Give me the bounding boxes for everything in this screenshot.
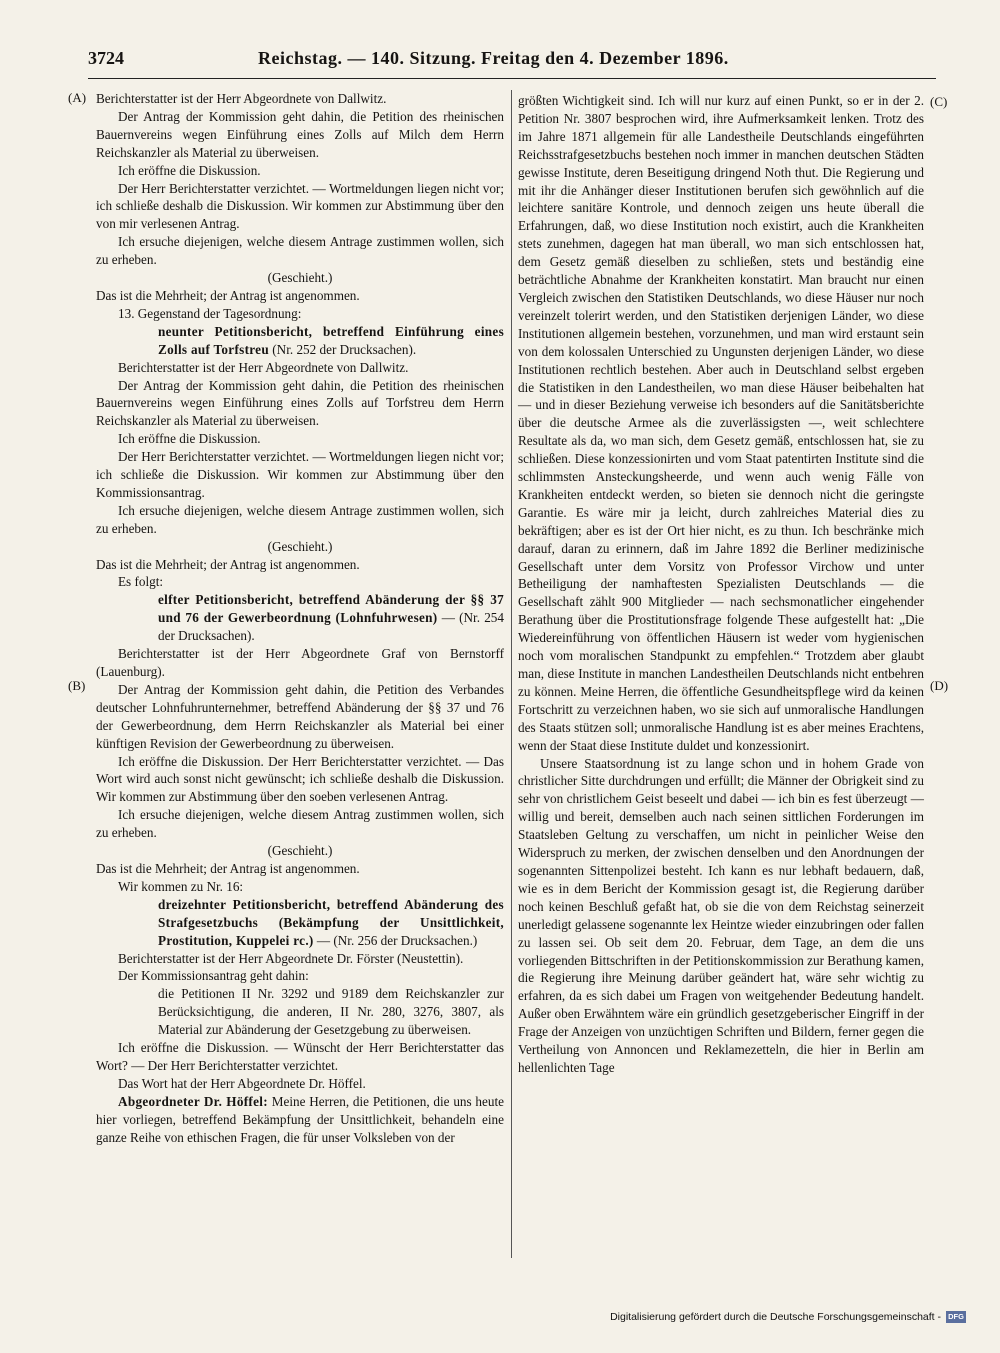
paragraph-text: Der Kommissionsantrag geht dahin: [118, 968, 309, 984]
left-paragraph [96, 162, 504, 180]
paragraph-text: Das ist die Mehrheit; der Antrag ist angenommen. [96, 860, 360, 876]
left-paragraph [96, 753, 504, 807]
left-paragraph [96, 180, 504, 234]
dfg-logo: DFG [946, 1311, 966, 1323]
left-paragraph [96, 950, 504, 968]
paragraph-text: Berichterstatter ist der Herr Abgeordnete von Dallwitz. [96, 91, 387, 106]
header-rule [88, 78, 936, 79]
left-paragraph [96, 377, 504, 431]
bold-heading: elfter Petitionsbericht, betreffend Abänderung der §§ 37 und 76 der Gewerbeordnung (Lohnfuhrwesen) [158, 592, 504, 626]
paragraph-text: Ich eröffne die Diskussion. [118, 431, 261, 447]
right-column [518, 92, 924, 1077]
paragraph-text: — (Nr. 256 der Drucksachen.) [313, 932, 478, 948]
paragraph-text: Ich ersuche diejenigen, welche diesem Antrage zustimmen wollen, sich zu erheben. [96, 502, 504, 536]
left-paragraph [96, 359, 504, 377]
left-paragraph [96, 1075, 504, 1093]
margin-marker-d: (D) [930, 678, 949, 693]
left-paragraph [96, 878, 504, 896]
page-number: 3724 [88, 48, 124, 68]
left-paragraph [96, 806, 504, 842]
paragraph-text: Unsere Staatsordnung ist zu lange schon und in hohem Grade von christlicher Sitte durchdrungen und erfüllt; die Männer der Obrigkeit sind zu sehr von christlichem Geist beseelt und dabei — ich bin es fest überzeugt — willig und bereit, demselben auch nach seinen sittlichen Forderungen im Staatsleben Geltung zu verschaffen, um nicht in peinlicher Weise den Widerspruch zu merken, der zwischen denselben und den Anordnungen der sogenannten Sittenpolizei besteht. Ich kann es nur lebhaft bedauern, daß, wie es in dem Bericht der Kommission gesagt ist, die Regierung darüber noch keinen Beschluß gefaßt hat, ob sie die von dem Reichstag seinerzeit unerledigt gelassene sogenannte lex Heintze wieder einzubringen oder fallen zu lassen sei. Ob seit dem 20. Februar, dem Tage, an dem die uns vorliegenden Bittschriften in der Petitionskommission zur Berathung kamen, die Regierung ihre Meinung darüber geändert hat, wäre sehr wichtig zu erfahren, da es sich dabei um Fragen von weitgehender Bedeutung handelt. Außer oben Erwähntem wäre ein gründlich gesetzgeberischer Eingriff in der Frage der Anzeigen von unzüchtigen Schriften und Bildern, ferner gegen die Vertheilung von Annoncen und Reklamezetteln, die hier in Berlin am hellenlichten Tage [518, 755, 924, 1075]
left-paragraph [96, 591, 504, 645]
paragraph-text: Berichterstatter ist der Herr Abgeordnete von Dallwitz. [118, 359, 409, 375]
left-paragraph [96, 233, 504, 269]
left-paragraph [96, 269, 504, 287]
bold-heading: Abgeordneter Dr. Höffel: [118, 1093, 268, 1109]
paragraph-text: Der Antrag der Kommission geht dahin, die Petition des Verbandes deutscher Lohnfuhrunternehmer, betreffend Abänderung der §§ 37 und 76 der Gewerbeordnung, dem Herrn Reichskanzler als Material bei einer künftigen Revision der Gewerbeordnung zu überweisen. [96, 681, 504, 751]
paragraph-text: Ich ersuche diejenigen, welche diesem Antrag zustimmen wollen, sich zu erheben. [96, 807, 504, 841]
left-paragraph [96, 287, 504, 305]
paragraph-text: Der Antrag der Kommission geht dahin, die Petition des rheinischen Bauernvereins wegen Einführung eines Zolls auf Milch dem Herrn Reichskanzler als Material zu überweisen. [96, 108, 504, 160]
left-paragraph [96, 985, 504, 1039]
paragraph-text: Es folgt: [118, 574, 164, 590]
left-paragraph [96, 681, 504, 753]
paragraph-text: Das ist die Mehrheit; der Antrag ist angenommen. [96, 287, 360, 303]
paragraph-text: größten Wichtigkeit sind. Ich will nur kurz auf einen Punkt, so er in der 2. Petition Nr. 3807 besprochen wird, ihre Aufmerksamkeit lenken. Trotz des im Jahre 1871 allgemein für alle Landestheile Deutschlands eingeführten Reichsstrafgesetzbuchs bestehen noch immer in manchen deutschen Städten gewisse Institute, deren Beseitigung dringend Noth thut. Die Regierung und mit ihr die Anhänger dieser Institutionen berufen sich gewöhnlich auf die leichtere sanitäre Kontrole, und dennoch zeigen uns heute überall die Erfahrungen, daß, wo diese Institution noch existirt, auch die Krankheiten stets zunehmen, dagegen hat man überall, wo man sich entschlossen hat, dem Gesetz gemäß dieselben zu schließen, stets und beständig eine beträchtliche Abnahme der Krankheiten konstatirt. Man braucht nur einen Vergleich zwischen den Statistiken Deutschlands, wo diese Häuser nur noch vereinzelt tolerirt werden, und den Statistiken derjenigen Länder, wo diese Institutionen allgemein bestehen, vorzunehmen, und man wird erstaunt sein von dem kolossalen Unterschied zu Ungunsten derjenigen Länder, wo diese Institutionen rechtlich bestehen. Aber auch in Deutschland selbst ergeben die Statistiken in den Landestheilen, wo man diese Häuser beibehalten hat — und in dieser Beziehung verweise ich besonders auf die Sanitätsberichte über die deutsche Armee als die zuverlässigsten —, weit schlechtere Resultate als da, wo man sich, dem Gesetz gemäß, entschlossen hat, sie zu schließen. Diese konzessionirten und vom Staat patentirten Institute sind die schlimmsten Ansteckungsheerde, und wenn auch wenig Fälle von Krankheiten entdeckt werden, so bieten sie dennoch nicht die geringste Garantie. Es wäre mir ja leicht, durch zahlreiches Material dies zu bekräftigen; aber es ist der Ort hier nicht, es zu thun. Ich beschränke mich darauf, daran zu erinnern, daß im Jahre 1892 die Berliner medizinische Gesellschaft unter dem Vorsitz von Professor Virchow und unter Betheiligung der namhaftesten Spezialisten Deutschlands — die Gesellschaft zählt 900 Mitglieder — nach sechsmonatlicher eingehender Berathung über die Prostitutionsfrage folgende These aufgestellt hat: „Die Wiedereinführung von öffentlichen Häusern ist weder vom hygienischen noch vom moralischen Standpunkt zu empfehlen.“ Trotzdem aber glaubt man, diese Institute in manchen Landestheilen Deutschlands nicht entbehren zu können. Meine Herren, die öffentliche Gesundheitspflege wird da keinen Fortschritt zu verzeichnen haben, wo sie sich auf unmoralische Handlungen des Staats stützen soll; unmoralische Handlung ist es aber meines Erachtens, wenn der Staat diese Institute duldet und konzessionirt. [518, 93, 924, 753]
column-divider [511, 90, 512, 1258]
left-paragraph [96, 556, 504, 574]
paragraph-text: Ich eröffne die Diskussion. Der Herr Berichterstatter verzichtet. — Das Wort wird auch sonst nicht gewünscht; ich schließe deshalb die Diskussion. Wir kommen zur Abstimmung über den soeben verlesenen Antrag. [96, 753, 504, 805]
paragraph-text: Berichterstatter ist der Herr Abgeordnete Dr. Förster (Neustettin). [118, 950, 464, 966]
paragraph-text: (Nr. 252 der Drucksachen). [268, 341, 417, 357]
running-title: Reichstag. — 140. Sitzung. Freitag den 4. Dezember 1896. [258, 48, 729, 68]
paragraph-text: — (Nr. 254 der Drucksachen). [158, 610, 504, 644]
left-paragraph [96, 448, 504, 502]
paragraph-text: Das Wort hat der Herr Abgeordnete Dr. Höffel. [118, 1075, 366, 1091]
right-paragraph [518, 92, 924, 755]
left-paragraph [96, 860, 504, 878]
left-paragraph [96, 90, 504, 108]
bold-heading: neunter Petitionsbericht, betreffend Einführung eines Zolls auf Torfstreu [158, 323, 504, 357]
left-paragraph [96, 573, 504, 591]
paragraph-text: (Geschieht.) [267, 538, 333, 554]
left-paragraph [96, 305, 504, 323]
paragraph-text: Berichterstatter ist der Herr Abgeordnete Graf von Bernstorff (Lauenburg). [96, 646, 504, 679]
paragraph-text: Ich eröffne die Diskussion. — Wünscht der Herr Berichterstatter das Wort? — Der Herr Berichterstatter verzichtet. [96, 1040, 504, 1073]
bold-heading: dreizehnter Petitionsbericht, betreffend Abänderung des Strafgesetzbuchs (Bekämpfung der Unsittlichkeit, Prostitution, Kuppelei rc.) [158, 896, 504, 948]
left-paragraph [96, 842, 504, 860]
paragraph-text: Ich eröffne die Diskussion. [118, 162, 261, 178]
paragraph-text: Das ist die Mehrheit; der Antrag ist angenommen. [96, 556, 360, 572]
page-header [88, 48, 936, 72]
right-paragraph [518, 755, 924, 1077]
margin-marker-b: (B) [68, 678, 86, 693]
margin-marker-c: (C) [930, 94, 948, 109]
left-paragraph [96, 645, 504, 681]
paragraph-text: Der Herr Berichterstatter verzichtet. — Wortmeldungen liegen nicht vor; ich schließe die Diskussion. Wir kommen zur Abstimmung über den Kommissionsantrag. [96, 449, 504, 500]
paragraph-text: (Geschieht.) [267, 270, 333, 286]
left-paragraph [96, 1039, 504, 1075]
footer-text: Digitalisierung gefördert durch die Deutsche Forschungsgemeinschaft - [610, 1311, 941, 1323]
paragraph-text: Wir kommen zu Nr. 16: [118, 878, 244, 894]
left-paragraph [96, 323, 504, 359]
left-column [96, 90, 504, 1146]
left-paragraph [96, 967, 504, 985]
left-paragraph [96, 108, 504, 162]
left-paragraph [96, 430, 504, 448]
paragraph-text: Der Antrag der Kommission geht dahin, die Petition des rheinischen Bauernvereins wegen Einführung eines Zolls auf Torfstreu dem Herrn Reichskanzler als Material zu überweisen. [96, 377, 504, 429]
paragraph-text: (Geschieht.) [267, 843, 333, 859]
footer-credit [610, 1311, 966, 1323]
left-paragraph [96, 538, 504, 556]
paragraph-text: 13. Gegenstand der Tagesordnung: [118, 305, 302, 321]
left-paragraph [96, 896, 504, 950]
left-paragraph [96, 1093, 504, 1147]
left-paragraph [96, 502, 504, 538]
margin-marker-a: (A) [68, 90, 87, 105]
paragraph-text: Meine Herren, die Petitionen, die uns heute hier vorliegen, betreffend Bekämpfung der Unsittlichkeit, behandeln eine ganze Reihe von ethischen Fragen, die für unser Volksleben von der [96, 1093, 504, 1145]
paragraph-text: Ich ersuche diejenigen, welche diesem Antrage zustimmen wollen, sich zu erheben. [96, 234, 504, 268]
paragraph-text: Der Herr Berichterstatter verzichtet. — Wortmeldungen liegen nicht vor; ich schließe deshalb die Diskussion. Wir kommen zur Abstimmung über den von mir verlesenen Antrag. [96, 180, 504, 232]
paragraph-text: die Petitionen II Nr. 3292 und 9189 dem Reichskanzler zur Berücksichtigung, die anderen, II Nr. 280, 3276, 3807, als Material zur Abänderung der Gesetzgebung zu überweisen. [158, 986, 504, 1038]
